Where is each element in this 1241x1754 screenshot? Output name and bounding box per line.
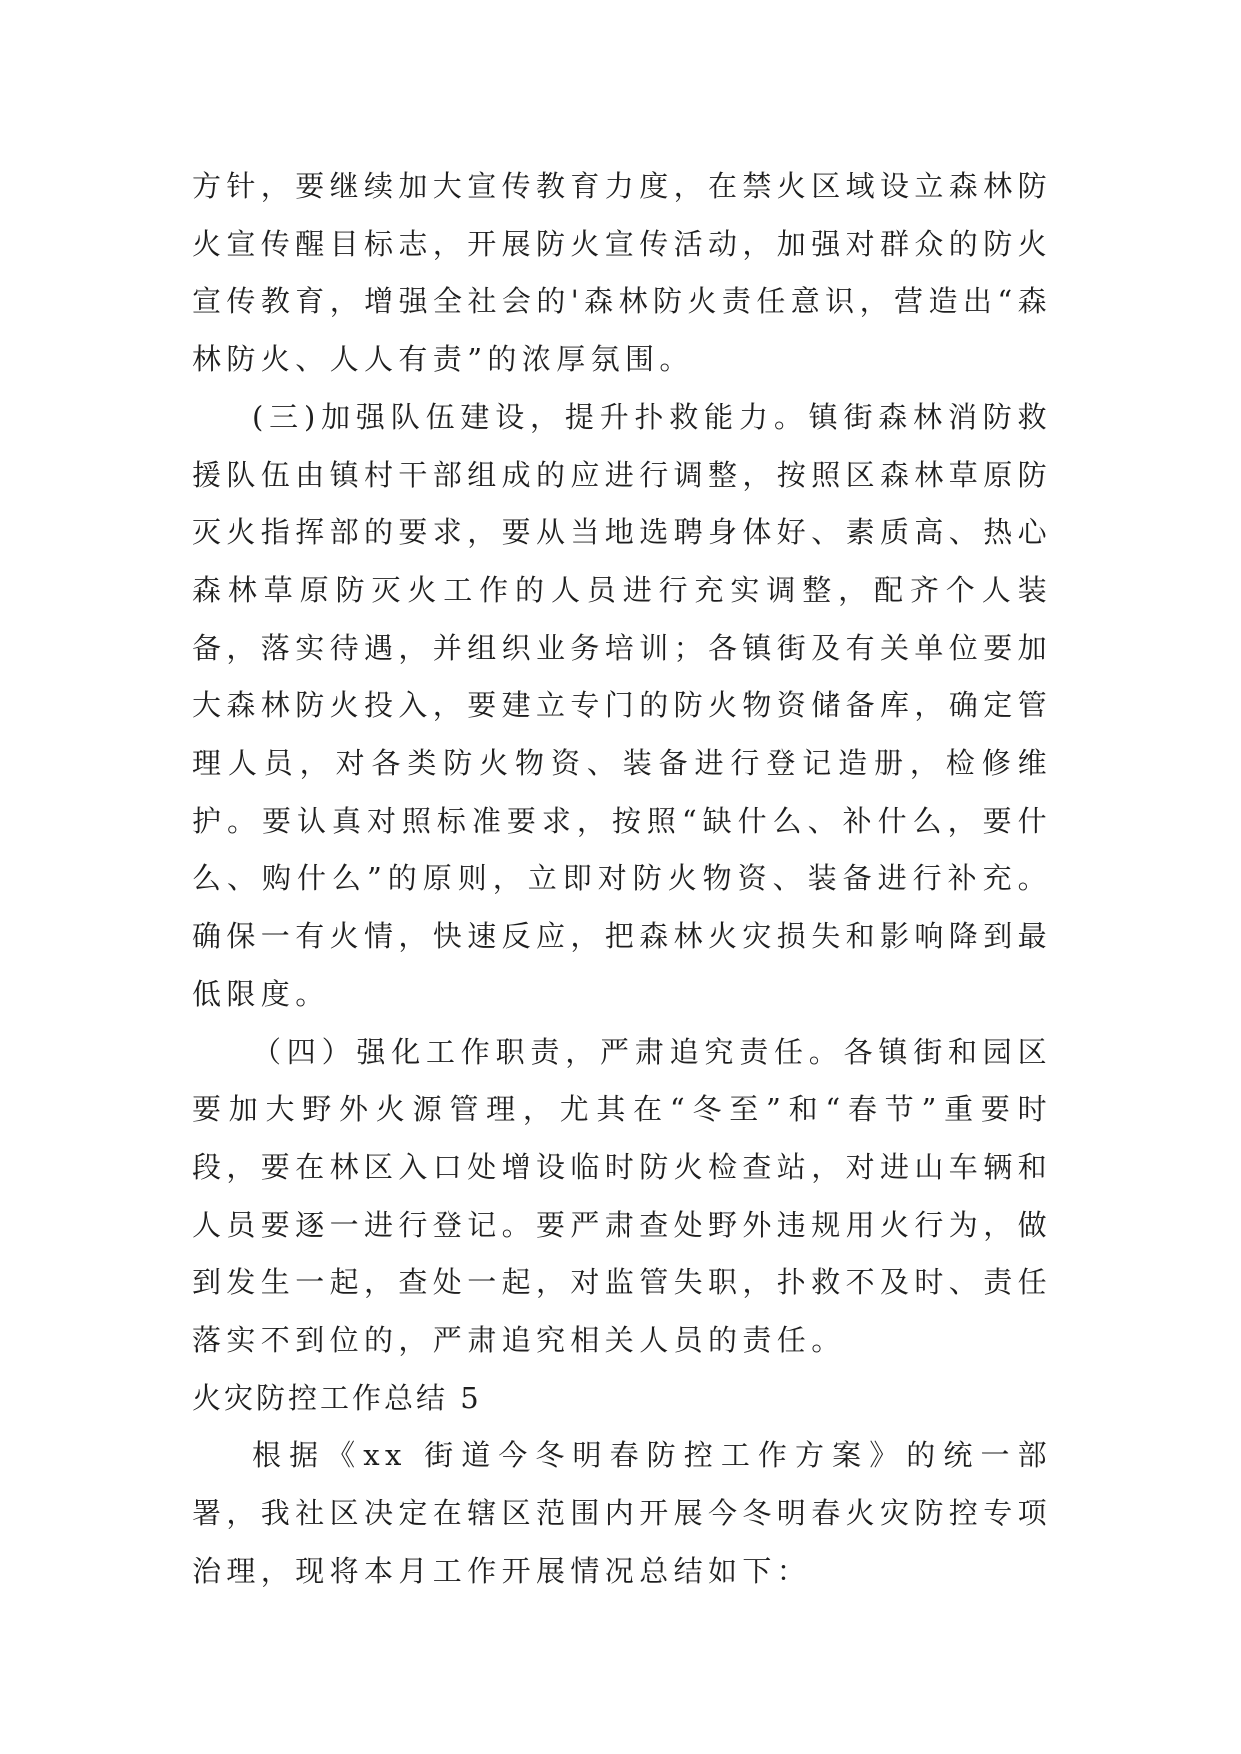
- document-body: [192, 158, 1052, 1601]
- section-heading: 火灾防控工作总结 5: [192, 1380, 482, 1415]
- paragraph-responsibility: （四）强化工作职责，严肃追究责任。各镇街和园区要加大野外火源管理，尤其在“冬至”和“春节”重要时段，要在林区入口处增设临时防火检查站，对进山车辆和人员要逐一进行登记。要严肃查处野外违规用火行为，做到发生一起，查处一起，对监管失职，扑救不及时、责任落实不到位的，严肃追究相关人员的责任。: [192, 1034, 1053, 1358]
- paragraph-team-building: (三)加强队伍建设，提升扑救能力。镇街森林消防救援队伍由镇村干部组成的应进行调整，按照区森林草原防灭火指挥部的要求，要从当地选聘身体好、素质高、热心森林草原防灭火工作的人员进行充实调整，配齐个人装备，落实待遇，并组织业务培训；各镇街及有关单位要加大森林防火投入，要建立专门的防火物资储备库，确定管理人员，对各类防火物资、装备进行登记造册，检修维护。要认真对照标准要求，按照“缺什么、补什么，要什么、购什么”的原则，立即对防火物资、装备进行补充。确保一有火情，快速反应，把森林火灾损失和影响降到最低限度。: [192, 399, 1053, 1011]
- paragraph-summary-intro: 根据《xx 街道今冬明春防控工作方案》的统一部署，我社区决定在辖区范围内开展今冬明春火灾防控专项治理，现将本月工作开展情况总结如下：: [192, 1438, 1053, 1588]
- paragraph-propaganda: 方针，要继续加大宣传教育力度，在禁火区域设立森林防火宣传醒目标志，开展防火宣传活动，加强对群众的防火宣传教育，增强全社会的'森林防火责任意识，营造出“森林防火、人人有责”的浓厚氛围。: [192, 169, 1053, 377]
